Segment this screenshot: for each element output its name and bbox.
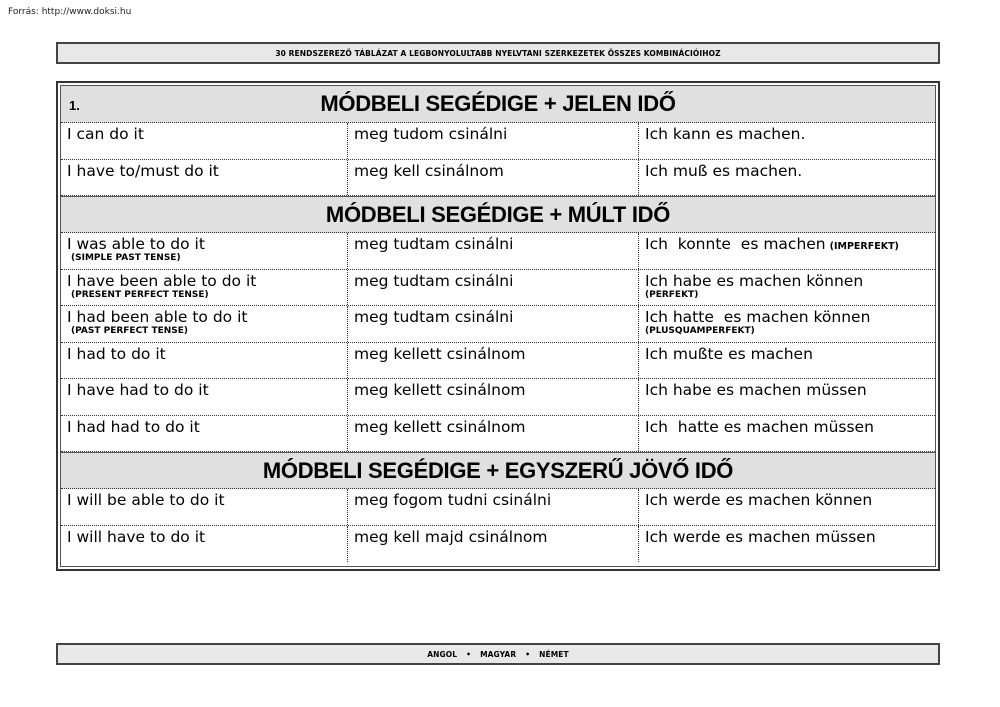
source-label: Forrás: http://www.doksi.hu — [8, 7, 132, 17]
grammar-table-inner — [60, 85, 936, 567]
english-text: I had had to do it — [67, 417, 200, 436]
german-cell — [639, 306, 935, 342]
english-cell — [61, 233, 348, 269]
section-title: MÓDBELI SEGÉDIGE + MÚLT IDŐ — [325, 201, 671, 227]
hungarian-text: meg kell majd csinálnom — [354, 527, 548, 546]
table-row — [61, 379, 935, 416]
header-banner-text: 30 RENDSZEREZŐ TÁBLÁZAT A LEGBONYOLULTABB NYELVTANI SZERKEZETEK ÖSSZES KOMBINÁCIÓIHOZ — [275, 48, 721, 58]
hungarian-cell — [348, 306, 639, 342]
english-text: I had been able to do it — [67, 308, 248, 326]
hungarian-text: meg kellett csinálnom — [354, 417, 526, 436]
german-cell — [639, 416, 935, 452]
tense-note: (PERFEKT) — [645, 289, 699, 300]
hungarian-text: meg tudtam csinálni — [354, 235, 514, 253]
hungarian-text: meg fogom tudni csinálni — [354, 491, 552, 509]
tense-note: (PRESENT PERFECT TENSE) — [71, 289, 209, 300]
english-text: I have to/must do it — [67, 161, 219, 180]
hungarian-cell — [348, 233, 639, 269]
footer-item-english: ANGOL — [427, 649, 458, 659]
german-cell — [639, 379, 935, 415]
hungarian-text: meg tudtam csinálni — [354, 271, 514, 290]
german-text: Ich habe es machen können — [645, 271, 864, 290]
english-cell — [61, 160, 348, 196]
hungarian-text: meg kellett csinálnom — [354, 344, 526, 363]
section-header-future — [61, 452, 935, 489]
german-cell — [639, 123, 935, 159]
german-text: Ich habe es machen müssen — [645, 381, 867, 399]
german-text: Ich mußte es machen — [645, 344, 813, 363]
english-cell — [61, 343, 348, 379]
section-header-past — [61, 196, 935, 233]
table-number: 1. — [69, 98, 80, 113]
hungarian-cell — [348, 416, 639, 452]
german-cell — [639, 233, 935, 269]
hungarian-cell — [348, 343, 639, 379]
tense-note: (SIMPLE PAST TENSE) — [71, 253, 181, 263]
german-text: Ich hatte es machen können — [645, 308, 871, 326]
german-text: Ich kann es machen. — [645, 125, 806, 143]
table-row — [61, 270, 935, 307]
german-cell — [639, 526, 935, 563]
english-text: I will have to do it — [67, 527, 206, 546]
hungarian-text: meg kell csinálnom — [354, 161, 504, 180]
hungarian-cell — [348, 526, 639, 563]
table-row — [61, 343, 935, 380]
hungarian-text: meg tudom csinálni — [354, 125, 508, 143]
hungarian-cell — [348, 489, 639, 525]
german-cell — [639, 343, 935, 379]
hungarian-cell — [348, 270, 639, 306]
english-cell — [61, 416, 348, 452]
german-cell — [639, 160, 935, 196]
tense-note: (PAST PERFECT TENSE) — [71, 326, 189, 336]
tense-note: (IMPERFEKT) — [829, 241, 899, 252]
english-text: I will be able to do it — [67, 491, 225, 509]
bullet-separator: • — [466, 649, 472, 659]
section-title: MÓDBELI SEGÉDIGE + EGYSZERŰ JÖVŐ IDŐ — [262, 457, 734, 483]
table-row — [61, 233, 935, 270]
table-row — [61, 160, 935, 197]
grammar-table — [56, 81, 940, 571]
section-header-present — [61, 86, 935, 123]
table-row — [61, 123, 935, 160]
tense-note: (PLUSQUAMPERFEKT) — [645, 326, 755, 336]
english-cell — [61, 379, 348, 415]
german-cell — [639, 270, 935, 306]
table-row — [61, 416, 935, 453]
hungarian-cell — [348, 123, 639, 159]
english-cell — [61, 306, 348, 342]
section-title: MÓDBELI SEGÉDIGE + JELEN IDŐ — [320, 91, 676, 116]
footer-banner — [56, 643, 940, 665]
english-text: I was able to do it — [67, 235, 205, 253]
german-text: Ich muß es machen. — [645, 161, 803, 180]
hungarian-cell — [348, 160, 639, 196]
table-row — [61, 306, 935, 343]
english-text: I can do it — [67, 125, 144, 143]
english-text: I had to do it — [67, 344, 166, 363]
english-cell — [61, 489, 348, 525]
hungarian-text: meg tudtam csinálni — [354, 308, 514, 326]
english-cell — [61, 123, 348, 159]
hungarian-text: meg kellett csinálnom — [354, 381, 526, 399]
german-text: Ich werde es machen müssen — [645, 527, 876, 546]
german-cell — [639, 489, 935, 525]
german-text: Ich werde es machen können — [645, 491, 873, 509]
bullet-separator: • — [525, 649, 531, 659]
english-text: I have had to do it — [67, 381, 209, 399]
table-row — [61, 489, 935, 526]
footer-item-german: NÉMET — [539, 649, 569, 659]
table-row — [61, 526, 935, 563]
english-cell — [61, 270, 348, 306]
german-text: Ich hatte es machen müssen — [645, 417, 874, 436]
hungarian-cell — [348, 379, 639, 415]
footer-item-hungarian: MAGYAR — [480, 649, 517, 659]
english-text: I have been able to do it — [67, 271, 257, 290]
english-cell — [61, 526, 348, 563]
header-banner — [56, 42, 940, 64]
german-text: Ich konnte es machen — [645, 235, 826, 253]
